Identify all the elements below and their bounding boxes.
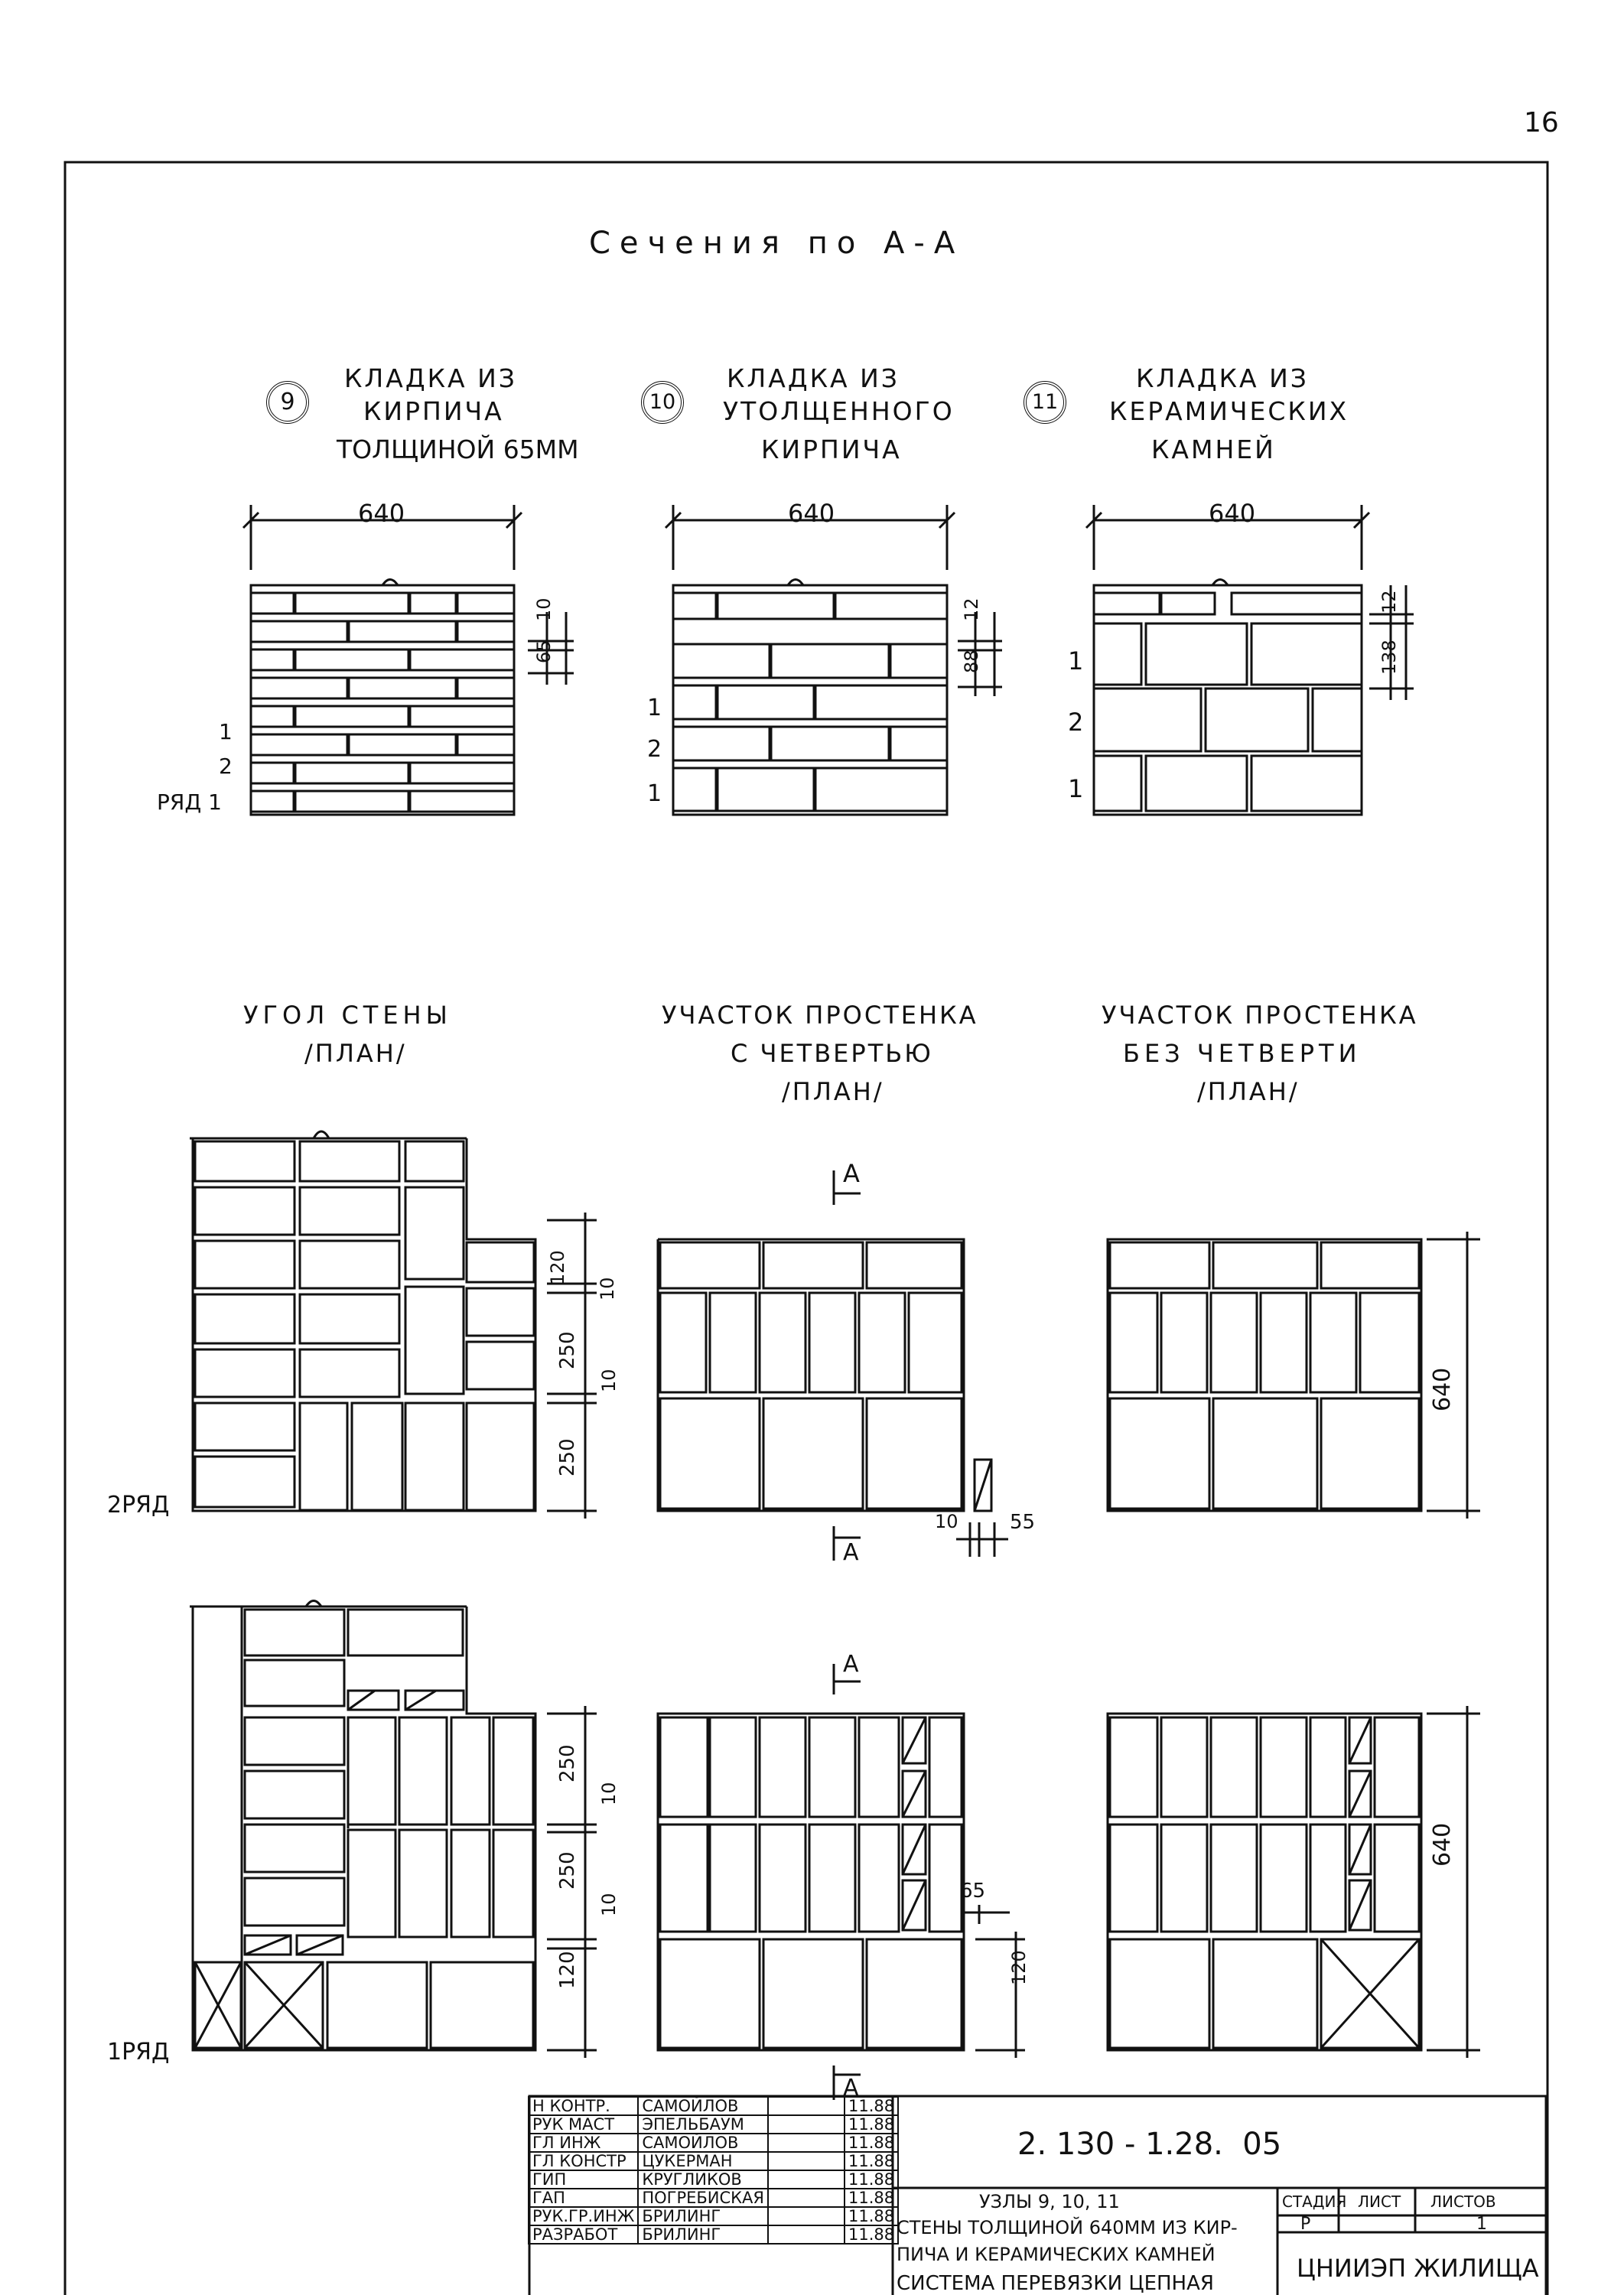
- plan-noquarter-line3: /ПЛАН/: [1197, 1077, 1300, 1106]
- corner-row1-dim-10a: 10: [598, 1782, 620, 1805]
- stamp-name: ПОГРЕБИСКАЯ: [638, 2189, 768, 2207]
- section-mark-a-2: А: [843, 1539, 859, 1566]
- stamp-role: Н КОНТР.: [529, 2097, 638, 2115]
- detail-11-line3: КАМНЕЙ: [1151, 435, 1276, 464]
- stamp-row: [529, 2170, 898, 2189]
- stamp-row: [529, 2134, 898, 2152]
- detail-11-dim-138: 138: [1378, 640, 1400, 675]
- corner-row1-dim-120: 120: [556, 1951, 579, 1989]
- sheets-label: ЛИСТОВ: [1430, 2192, 1496, 2211]
- page-title: Сечения по А-А: [589, 226, 965, 261]
- detail-10-line1: КЛАДКА ИЗ: [727, 363, 900, 393]
- stamp-role: РУК.ГР.ИНЖ: [529, 2207, 638, 2225]
- stamp-row: [529, 2097, 898, 2115]
- stamp-role: ГЛ КОНСТР: [529, 2152, 638, 2170]
- quarter-row2-dim-10: 10: [935, 1511, 958, 1532]
- detail-9-row-b: 2: [219, 754, 233, 779]
- quarter-plan-row2: [658, 1170, 1008, 1561]
- signature: [768, 2097, 845, 2115]
- detail-number-10: 10: [641, 381, 684, 424]
- stamp-date: 11.88: [845, 2170, 898, 2189]
- section-mark-a-3: А: [843, 1651, 859, 1678]
- detail-9-dim-10: 10: [533, 597, 555, 621]
- section-mark-a-1: А: [843, 1159, 860, 1188]
- row1-label: 1РЯД: [107, 2039, 170, 2066]
- corner-row1-dim-10b: 10: [598, 1893, 620, 1916]
- signature: [768, 2115, 845, 2134]
- section-9-drawing: [243, 505, 574, 815]
- stamp-name: БРИЛИНГ: [638, 2225, 768, 2244]
- stamp-role: ГАП: [529, 2189, 638, 2207]
- plan-corner-line1: УГОЛ СТЕНЫ: [243, 1001, 452, 1030]
- detail-9-line1: КЛАДКА ИЗ: [344, 363, 517, 393]
- detail-9-row-a: 1: [219, 719, 233, 744]
- section-10-drawing: [666, 505, 1002, 815]
- detail-11-dim-12: 12: [1378, 590, 1400, 614]
- corner-row2-dim-250a: 250: [556, 1331, 579, 1369]
- stamp-date: 11.88: [845, 2152, 898, 2170]
- stamp-role: ГЛ ИНЖ: [529, 2134, 638, 2152]
- section-mark-a-4: А: [843, 2075, 859, 2101]
- plan-quarter-line3: /ПЛАН/: [782, 1077, 884, 1106]
- detail-10-width: 640: [788, 499, 835, 528]
- row2-label: 2РЯД: [107, 1492, 170, 1519]
- noquarter-plan-row2: [1108, 1232, 1480, 1519]
- detail-11-line1: КЛАДКА ИЗ: [1136, 363, 1309, 393]
- quarter-plan-row1: [658, 1664, 1025, 2100]
- detail-11-line2: КЕРАМИЧЕСКИХ: [1109, 396, 1349, 426]
- stamp-date: 11.88: [845, 2189, 898, 2207]
- detail-9-row-c: РЯД 1: [157, 789, 222, 815]
- noquarter-row2-dim-640: 640: [1429, 1367, 1456, 1411]
- quarter-row1-dim-65: 65: [960, 1880, 986, 1903]
- stamp-date: 11.88: [845, 2134, 898, 2152]
- description-line3: ПИЧА И КЕРАМИЧЕСКИХ КАМНЕЙ: [897, 2244, 1216, 2265]
- detail-number-11: 11: [1024, 381, 1066, 424]
- signature: [768, 2134, 845, 2152]
- quarter-row2-dim-55: 55: [1010, 1511, 1036, 1534]
- detail-10-row-a: 1: [647, 695, 662, 721]
- corner-plan-row2: [190, 1131, 597, 1519]
- page-number: 16: [1524, 107, 1559, 138]
- stamp-name: БРИЛИНГ: [638, 2207, 768, 2225]
- document-code: 2. 130 - 1.28. 05: [1017, 2127, 1282, 2162]
- signature-table: [528, 2096, 899, 2245]
- corner-plan-row1: [190, 1601, 597, 2059]
- stamp-date: 11.88: [845, 2097, 898, 2115]
- description-line2: СТЕНЫ ТОЛЩИНОЙ 640ММ ИЗ КИР-: [897, 2217, 1238, 2238]
- detail-10-row-b: 2: [647, 736, 662, 763]
- signature: [768, 2170, 845, 2189]
- stamp-row: [529, 2152, 898, 2170]
- detail-9-width: 640: [358, 499, 405, 528]
- stamp-date: 11.88: [845, 2225, 898, 2244]
- detail-11-row-b: 2: [1068, 708, 1084, 737]
- stamp-name: САМОЙЛОВ: [638, 2097, 768, 2115]
- stamp-row: [529, 2225, 898, 2244]
- plan-noquarter-line1: УЧАСТОК ПРОСТЕНКА: [1102, 1001, 1418, 1030]
- corner-row2-dim-10b: 10: [598, 1369, 620, 1392]
- signature: [768, 2225, 845, 2244]
- stamp-name: ЦУКЕРМАН: [638, 2152, 768, 2170]
- corner-row2-dim-250b: 250: [556, 1438, 579, 1476]
- plan-quarter-line2: С ЧЕТВЕРТЬЮ: [731, 1039, 933, 1068]
- section-11-drawing: [1086, 505, 1414, 815]
- detail-9-dim-65: 65: [533, 640, 555, 663]
- quarter-row1-dim-120: 120: [1008, 1950, 1030, 1985]
- detail-10-line3: КИРПИЧА: [761, 435, 902, 464]
- detail-number-9: 9: [266, 381, 309, 424]
- title-block: [528, 2095, 1548, 2295]
- stamp-date: 11.88: [845, 2115, 898, 2134]
- stamp-name: ЭПЕЛЬБАУМ: [638, 2115, 768, 2134]
- stamp-row: [529, 2115, 898, 2134]
- stage-value: Р: [1300, 2215, 1311, 2234]
- detail-9-line3: ТОЛЩИНОЙ 65ММ: [337, 435, 579, 464]
- stage-label: СТАДИЯ: [1282, 2192, 1347, 2211]
- stamp-name: САМОЙЛОВ: [638, 2134, 768, 2152]
- detail-11-width: 640: [1209, 499, 1256, 528]
- plan-noquarter-line2: БЕЗ ЧЕТВЕРТИ: [1123, 1039, 1362, 1068]
- corner-row1-dim-250b: 250: [556, 1851, 579, 1890]
- sheet-label: ЛИСТ: [1358, 2192, 1401, 2211]
- stamp-name: КРУГЛИКОВ: [638, 2170, 768, 2189]
- description-line1: УЗЛЫ 9, 10, 11: [979, 2191, 1120, 2212]
- signature: [768, 2207, 845, 2225]
- plan-quarter-line1: УЧАСТОК ПРОСТЕНКА: [662, 1001, 978, 1030]
- corner-row2-dim-10a: 10: [597, 1277, 618, 1300]
- stamp-row: [529, 2207, 898, 2225]
- description-line4: СИСТЕМА ПЕРЕВЯЗКИ ЦЕПНАЯ: [897, 2272, 1214, 2295]
- organization: ЦНИИЭП ЖИЛИЩА: [1297, 2254, 1539, 2283]
- signature: [768, 2152, 845, 2170]
- noquarter-row1-dim-640: 640: [1429, 1822, 1456, 1867]
- detail-10-dim-12: 12: [961, 597, 982, 621]
- stamp-role: ГИП: [529, 2170, 638, 2189]
- stamp-role: РУК МАСТ: [529, 2115, 638, 2134]
- stamp-date: 11.88: [845, 2207, 898, 2225]
- corner-row1-dim-250a: 250: [556, 1744, 579, 1782]
- detail-11-row-c: 1: [1068, 774, 1084, 803]
- sheets-value: 1: [1476, 2215, 1487, 2234]
- detail-10-dim-88: 88: [961, 649, 982, 673]
- detail-10-row-c: 1: [647, 780, 662, 807]
- detail-11-row-a: 1: [1068, 646, 1084, 675]
- stamp-role: РАЗРАБОТ: [529, 2225, 638, 2244]
- stamp-row: [529, 2189, 898, 2207]
- signature: [768, 2189, 845, 2207]
- detail-9-line2: КИРПИЧА: [363, 396, 504, 426]
- corner-row2-dim-120: 120: [547, 1250, 568, 1285]
- noquarter-plan-row1: [1108, 1706, 1480, 2058]
- sheet-border: [65, 162, 1548, 2295]
- plan-corner-line2: /ПЛАН/: [304, 1039, 407, 1068]
- detail-10-line2: УТОЛЩЕННОГО: [723, 396, 955, 426]
